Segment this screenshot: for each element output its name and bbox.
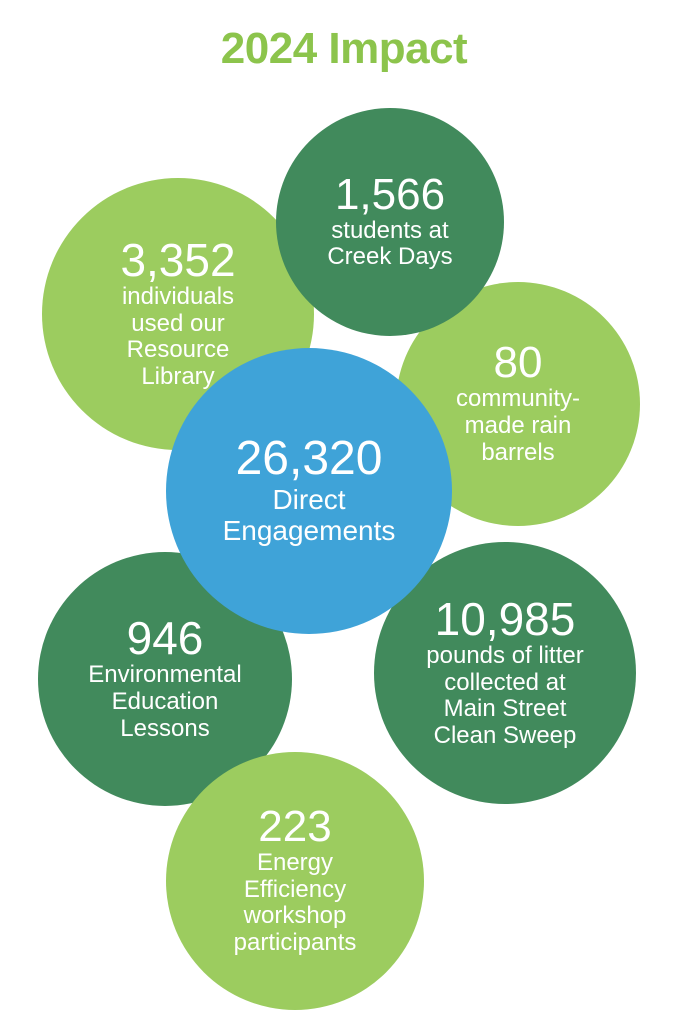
- bubble-direct-engagements: [166, 348, 452, 634]
- bubble-label-education-lessons-line1: Environmental: [88, 661, 242, 689]
- bubble-label-education-lessons-line2: Education: [111, 688, 219, 716]
- bubble-label-resource-library-line4: Library: [141, 363, 215, 391]
- bubble-label-energy-workshops-line1: Energy: [256, 848, 334, 876]
- bubble-value-resource-library: 3,352: [120, 233, 236, 286]
- bubble-label-energy-workshops-line2: Efficiency: [243, 875, 347, 903]
- bubble-label-litter-collected-line2: collected at: [444, 668, 566, 696]
- bubble-label-litter-collected-line1: pounds of litter: [426, 641, 584, 669]
- bubble-energy-workshops: [166, 752, 424, 1010]
- page-title: 2024 Impact: [220, 24, 468, 73]
- bubble-value-direct-engagements: 26,320: [235, 432, 383, 486]
- bubble-label-rain-barrels-line2: made rain: [464, 412, 572, 439]
- bubble-creek-days: [276, 108, 504, 336]
- bubble-label-rain-barrels-line1: community-: [455, 385, 581, 413]
- bubble-value-litter-collected: 10,985: [434, 592, 576, 645]
- bubble-label-direct-engagements-line1: Direct: [272, 484, 346, 516]
- bubble-value-energy-workshops: 223: [258, 801, 332, 851]
- bubble-label-creek-days-line2: Creek Days: [327, 243, 453, 271]
- bubble-label-resource-library-line3: Resource: [126, 336, 230, 364]
- bubble-label-litter-collected-line3: Main Street: [443, 695, 567, 723]
- bubble-label-education-lessons-line3: Lessons: [120, 714, 210, 742]
- bubble-label-energy-workshops-line3: workshop: [243, 902, 347, 930]
- bubble-value-rain-barrels: 80: [493, 338, 543, 388]
- bubble-label-creek-days-line1: students at: [331, 216, 449, 244]
- bubble-value-education-lessons: 946: [126, 612, 204, 665]
- bubble-value-creek-days: 1,566: [334, 169, 446, 219]
- bubble-label-energy-workshops-line4: participants: [233, 929, 357, 957]
- bubble-label-resource-library-line2: used our: [131, 309, 225, 337]
- bubble-label-rain-barrels-line3: barrels: [481, 438, 555, 466]
- bubble-label-resource-library-line1: individuals: [121, 282, 235, 310]
- bubble-label-litter-collected-line4: Clean Sweep: [433, 722, 577, 750]
- bubble-label-direct-engagements-line2: Engagements: [222, 515, 396, 547]
